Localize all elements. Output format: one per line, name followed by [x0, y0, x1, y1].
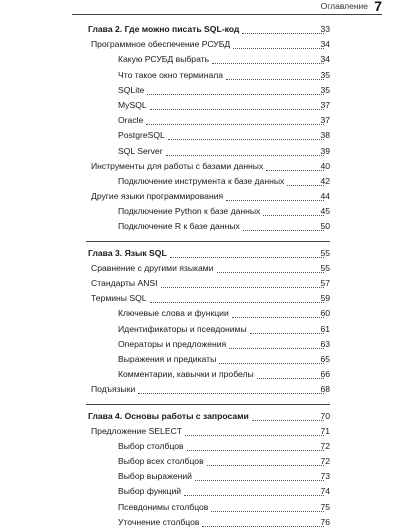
table-of-contents — [0, 22, 420, 530]
section-entry — [0, 276, 420, 291]
dot-leader — [138, 393, 324, 394]
chapter-block — [86, 241, 330, 398]
section-entry-label: Инструменты для работы с базами данных — [91, 159, 263, 174]
subsection-entry-page: 63 — [310, 337, 330, 352]
subsection-entry-page: 37 — [310, 98, 330, 113]
dot-leader — [202, 526, 324, 527]
subsection-entry-label: Выбор всех столбцов — [118, 454, 204, 469]
subsection-entry-label: Ключевые слова и функции — [118, 306, 229, 321]
section-entry-label: Подъязыки — [91, 382, 135, 397]
subsection-entry-page: 61 — [310, 322, 330, 337]
dot-leader — [217, 272, 324, 273]
subsection-entry-page: 75 — [310, 500, 330, 515]
subsection-entry-label: SQLite — [118, 83, 144, 98]
subsection-entry-label: Операторы и предложения — [118, 337, 226, 352]
subsection-entry-page: 76 — [310, 515, 330, 530]
section-entry-label: Термины SQL — [91, 291, 147, 306]
subsection-entry-page: 39 — [310, 144, 330, 159]
section-entry-label: Предложение SELECT — [91, 424, 182, 439]
dot-leader — [146, 124, 324, 125]
section-entry — [0, 424, 420, 439]
subsection-entry-label: Выбор столбцов — [118, 439, 184, 454]
subsection-entry-label: Что такое окно терминала — [118, 68, 223, 83]
dot-leader — [166, 155, 324, 156]
subsection-entry-page: 72 — [310, 439, 330, 454]
subsection-entry — [0, 469, 420, 484]
subsection-entry-page: 60 — [310, 306, 330, 321]
chapter-block — [0, 22, 420, 235]
chapter-title — [0, 409, 420, 424]
section-entry-page: 57 — [310, 276, 330, 291]
subsection-entry-page: 34 — [310, 52, 330, 67]
subsection-entry-page: 65 — [310, 352, 330, 367]
subsection-entry — [0, 367, 420, 382]
subsection-entry — [0, 174, 420, 189]
subsection-entry — [0, 83, 420, 98]
dot-leader — [211, 511, 324, 512]
subsection-entry — [0, 128, 420, 143]
subsection-entry-label: Выбор функций — [118, 484, 181, 499]
chapter-title-page: 70 — [310, 409, 330, 424]
chapter-block — [86, 404, 330, 530]
subsection-entry — [0, 439, 420, 454]
subsection-entry-label: Какую РСУБД выбрать — [118, 52, 209, 67]
section-entry-page: 55 — [310, 261, 330, 276]
section-entry-page: 68 — [310, 382, 330, 397]
dot-leader — [185, 435, 324, 436]
page-number: 7 — [374, 0, 382, 14]
subsection-entry — [0, 500, 420, 515]
section-entry-page: 40 — [310, 159, 330, 174]
running-title: Оглавление — [321, 1, 368, 11]
section-entry-label: Сравнение с другими языками — [91, 261, 214, 276]
dot-leader — [195, 480, 324, 481]
chapter-title — [0, 246, 420, 261]
subsection-entry-label: Oracle — [118, 113, 143, 128]
subsection-entry-page: 42 — [310, 174, 330, 189]
chapter-title-label: Глава 2. Где можно писать SQL-код — [88, 22, 239, 37]
subsection-entry-label: PostgreSQL — [118, 128, 165, 143]
dot-leader — [150, 302, 324, 303]
section-entry-page: 71 — [310, 424, 330, 439]
subsection-entry — [0, 337, 420, 352]
subsection-entry — [0, 113, 420, 128]
subsection-entry-page: 72 — [310, 454, 330, 469]
subsection-entry-page: 38 — [310, 128, 330, 143]
chapter-title-label: Глава 3. Язык SQL — [88, 246, 167, 261]
subsection-entry-label: Подключение R к базе данных — [118, 219, 240, 234]
dot-leader — [147, 94, 324, 95]
section-entry-label: Другие языки программирования — [91, 189, 223, 204]
section-entry — [0, 189, 420, 204]
subsection-entry — [0, 352, 420, 367]
subsection-entry-page: 74 — [310, 484, 330, 499]
dot-leader — [187, 450, 324, 451]
subsection-entry — [0, 204, 420, 219]
section-entry — [0, 37, 420, 52]
dot-leader — [150, 109, 324, 110]
subsection-entry-label: Комментарии, кавычки и пробелы — [118, 367, 254, 382]
subsection-entry — [0, 454, 420, 469]
subsection-entry — [0, 484, 420, 499]
section-entry — [0, 382, 420, 397]
dot-leader — [219, 363, 324, 364]
subsection-entry — [0, 306, 420, 321]
subsection-entry-label: Идентификаторы и псевдонимы — [118, 322, 247, 337]
dot-leader — [207, 465, 324, 466]
chapter-title-label: Глава 4. Основы работы с запросами — [88, 409, 249, 424]
subsection-entry-label: Подключение инструмента к базе данных — [118, 174, 284, 189]
subsection-entry-label: Подключение Python к базе данных — [118, 204, 260, 219]
header-divider — [72, 14, 382, 15]
chapter-title-page: 33 — [310, 22, 330, 37]
section-entry-label: Программное обеспечение РСУБД — [91, 37, 230, 52]
subsection-entry — [0, 144, 420, 159]
section-entry-label: Стандарты ANSI — [91, 276, 158, 291]
subsection-entry-page: 45 — [310, 204, 330, 219]
dot-leader — [161, 287, 324, 288]
subsection-entry-page: 35 — [310, 83, 330, 98]
chapter-title-page: 55 — [310, 246, 330, 261]
subsection-entry-label: Уточнение столбцов — [118, 515, 199, 530]
dot-leader — [170, 257, 324, 258]
dot-leader — [212, 63, 324, 64]
subsection-entry-label: MySQL — [118, 98, 147, 113]
dot-leader — [168, 139, 324, 140]
subsection-entry-label: Выбор выражений — [118, 469, 192, 484]
subsection-entry — [0, 98, 420, 113]
subsection-entry-label: Псевдонимы столбцов — [118, 500, 208, 515]
section-entry-page: 59 — [310, 291, 330, 306]
section-entry — [0, 159, 420, 174]
section-entry — [0, 261, 420, 276]
dot-leader — [184, 495, 324, 496]
subsection-entry-label: Выражения и предикаты — [118, 352, 216, 367]
page-header — [0, 0, 420, 14]
subsection-entry — [0, 219, 420, 234]
chapter-title — [0, 22, 420, 37]
subsection-entry — [0, 322, 420, 337]
subsection-entry-page: 37 — [310, 113, 330, 128]
subsection-entry-page: 66 — [310, 367, 330, 382]
section-entry-page: 34 — [310, 37, 330, 52]
section-entry — [0, 291, 420, 306]
subsection-entry — [0, 515, 420, 530]
subsection-entry — [0, 52, 420, 67]
subsection-entry-label: SQL Server — [118, 144, 163, 159]
section-entry-page: 44 — [310, 189, 330, 204]
subsection-entry-page: 50 — [310, 219, 330, 234]
subsection-entry-page: 35 — [310, 68, 330, 83]
subsection-entry — [0, 68, 420, 83]
subsection-entry-page: 73 — [310, 469, 330, 484]
